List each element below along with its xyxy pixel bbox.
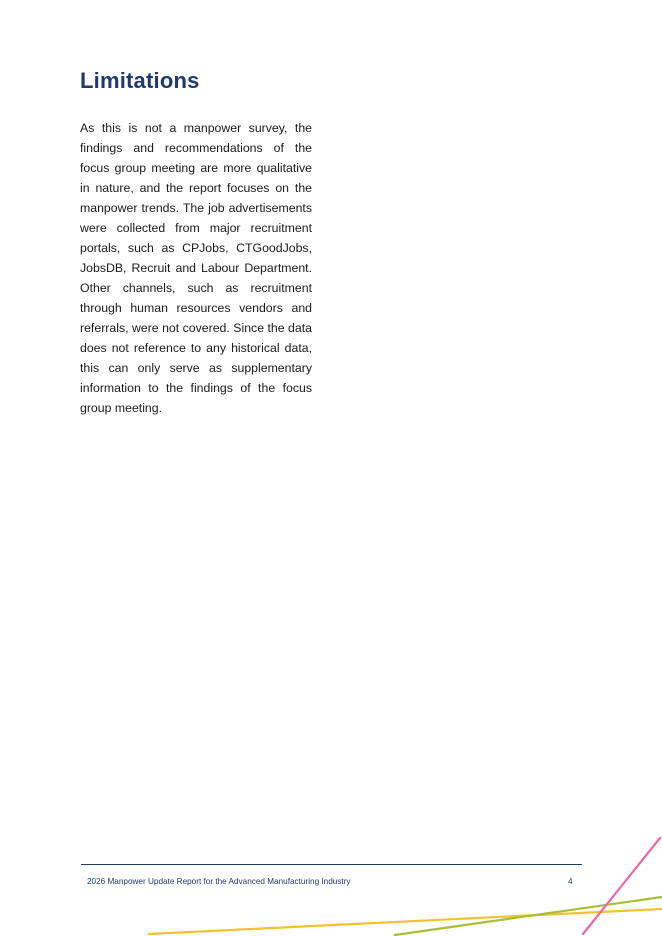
decor-line-green <box>395 897 662 935</box>
footer-page-number: 4 <box>568 877 573 886</box>
footer-report-title: 2026 Manpower Update Report for the Advanced Manufacturing Industry <box>87 877 351 886</box>
section-heading: Limitations <box>80 68 200 93</box>
body-paragraph: As this is not a manpower survey, the findings and recommendations of the focus group meeting are more qualitative in nature, and the report focuses on the manpower trends. The job advertisements were collected from major recruitment portals, such as CPJobs, CTGoodJobs, JobsDB, Recruit and Labour Department. Other channels, such as recruitment through human resources vendors and referrals, were not covered. Since the data does not reference to any historical data, this can only serve as supplementary information to the findings of the focus group meeting. <box>80 121 312 415</box>
decor-line-pink <box>583 838 660 934</box>
